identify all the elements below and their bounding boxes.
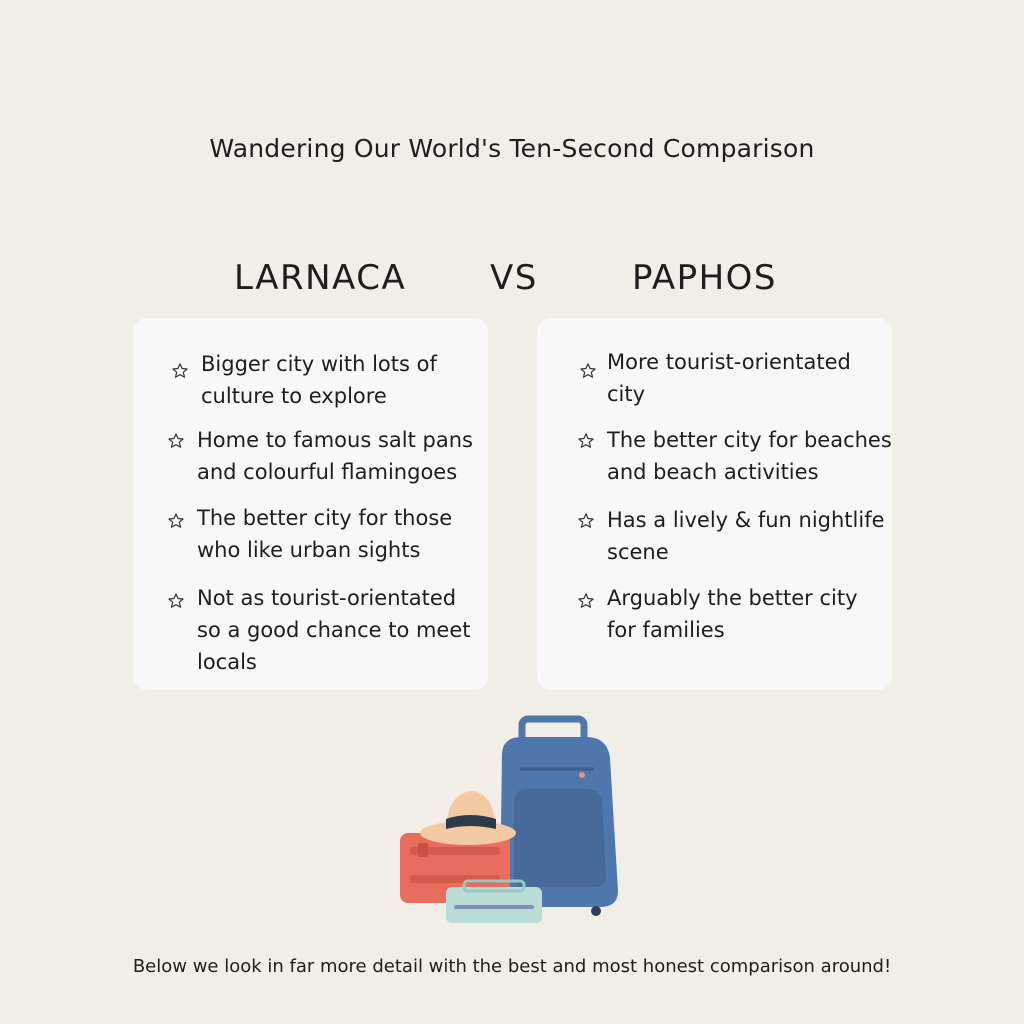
star-icon — [167, 432, 185, 450]
star-icon — [171, 362, 189, 380]
page-title: Wandering Our World's Ten-Second Comparison — [209, 134, 815, 163]
vs-label: VS — [490, 258, 538, 298]
larnaca-card — [133, 318, 488, 690]
right-city-heading: PAPHOS — [632, 258, 777, 298]
list-item: Has a lively & fun nightlife scene — [607, 508, 885, 564]
list-item: The better city for those who like urban sights — [197, 506, 453, 562]
list-item: More tourist-orientated city — [607, 350, 851, 406]
star-icon — [167, 512, 185, 530]
star-icon — [167, 592, 185, 610]
paphos-card — [537, 318, 892, 690]
list-item: The better city for beaches and beach activities — [607, 428, 892, 484]
star-icon — [577, 592, 595, 610]
list-item: Home to famous salt pans and colourful flamingoes — [197, 428, 473, 484]
star-icon — [577, 432, 595, 450]
star-icon — [579, 362, 597, 380]
left-city-heading: LARNACA — [234, 258, 407, 298]
luggage-illustration — [390, 715, 630, 930]
list-item: Bigger city with lots of culture to explore — [201, 352, 437, 408]
list-item: Not as tourist-orientated so a good chance to meet locals — [197, 586, 471, 674]
list-item: Arguably the better city for families — [607, 586, 858, 642]
footer-text: Below we look in far more detail with the best and most honest comparison around! — [132, 956, 892, 977]
star-icon — [577, 512, 595, 530]
